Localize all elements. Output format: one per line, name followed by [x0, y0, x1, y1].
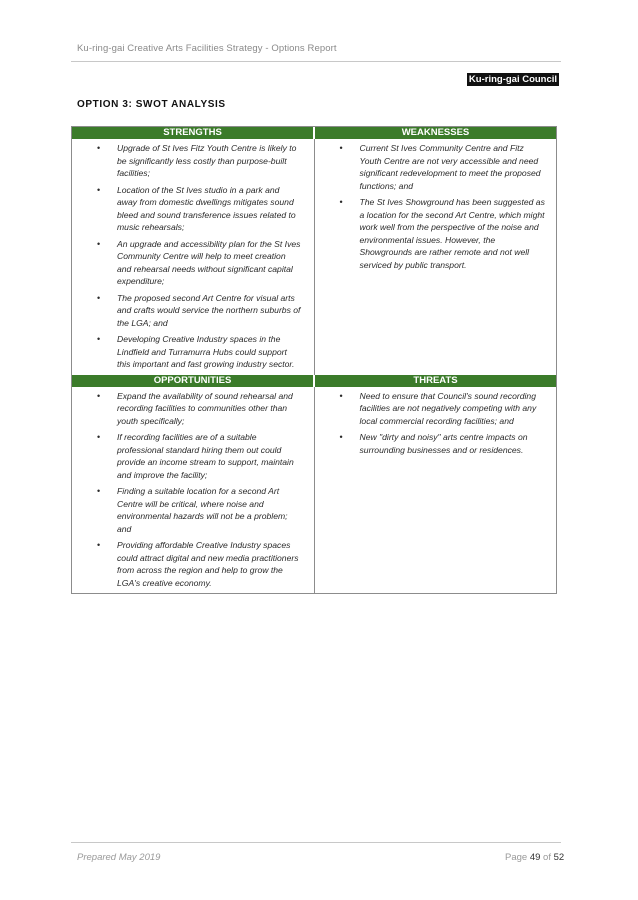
list-item — [72, 390, 314, 428]
section-title: OPTION 3: SWOT ANALYSIS — [77, 99, 226, 110]
weaknesses-header: WEAKNESSES — [315, 127, 556, 139]
page-of: of — [543, 852, 551, 863]
list-item-text: The proposed second Art Centre for visual arts and crafts would service the northern suburbs of the LGA; and — [117, 292, 301, 328]
list-item-text: Developing Creative Industry spaces in the Lindfield and Turramurra Hubs could support this important and fast growing industry sector. — [117, 334, 295, 369]
bullet-icon: • — [339, 143, 343, 153]
list-item — [72, 184, 314, 234]
list-item-text: Finding a suitable location for a second Art Centre will be critical, where noise and environmental hazards will not be a problem; and — [117, 486, 288, 534]
list-item-text: Upgrade of St Ives Fitz Youth Centre is likely to be significantly less costly than purpose-built facilities; — [117, 143, 297, 178]
list-item-text: Current St Ives Community Centre and Fitz Youth Centre are not very accessible and need significant redevelopment to meet the proposed functions; and — [359, 143, 541, 191]
swot-row-top — [72, 139, 556, 375]
list-item — [72, 238, 314, 288]
page-number — [505, 852, 564, 863]
list-item-text: An upgrade and accessibility plan for the St Ives Community Centre will help to meet creation and rehearsal needs without significant capital expenditure; — [117, 238, 301, 286]
list-item — [72, 485, 314, 535]
weaknesses-cell — [315, 139, 557, 375]
strengths-cell — [72, 139, 315, 375]
footer-divider — [71, 842, 561, 843]
swot-table — [71, 126, 557, 594]
swot-row-bottom — [72, 387, 556, 594]
header-divider — [71, 61, 561, 62]
list-item-text: Providing affordable Creative Industry spaces could attract digital and new media practitioners from across the region and help to grow the LGA's creative economy. — [117, 540, 299, 588]
list-item — [72, 539, 314, 589]
list-item — [315, 142, 557, 192]
list-item — [72, 292, 314, 330]
council-logo: Ku-ring-gai Council — [468, 74, 558, 85]
page-total: 52 — [553, 852, 565, 863]
swot-header-row-top — [72, 127, 556, 139]
strengths-list — [72, 139, 314, 371]
list-item-text: The St Ives Showground has been suggested as a location for the second Art Centre, which might work well from the perspective of the noise and environmental issues. However, the Showgrounds are rather remote and not well serviced by public transport. — [359, 197, 545, 270]
bullet-icon: • — [97, 292, 101, 303]
list-item — [72, 333, 314, 371]
weaknesses-list — [315, 139, 557, 271]
threats-cell — [315, 387, 557, 594]
page-prefix: Page — [505, 852, 528, 863]
bullet-icon: • — [97, 390, 101, 401]
strengths-header: STRENGTHS — [72, 127, 315, 139]
threats-header: THREATS — [315, 375, 556, 387]
bullet-icon: • — [339, 390, 343, 401]
list-item-text: New "dirty and noisy" arts centre impacts on surrounding businesses and or residences. — [359, 432, 528, 455]
swot-header-row-bottom — [72, 375, 556, 387]
list-item-text: If recording facilities are of a suitable professional standard hiring them out could provide an income stream to support, maintain and improve the facility; — [117, 432, 294, 480]
bullet-icon: • — [339, 197, 343, 207]
opportunities-list — [72, 387, 314, 590]
bullet-icon: • — [97, 432, 101, 442]
bullet-icon: • — [97, 334, 101, 344]
bullet-icon: • — [97, 238, 101, 249]
bullet-icon: • — [97, 486, 101, 496]
list-item — [72, 431, 314, 481]
bullet-icon: • — [97, 184, 101, 195]
threats-list — [315, 387, 557, 457]
list-item — [315, 431, 557, 456]
list-item-text: Location of the St Ives studio in a park and away from domestic dwellings mitigates sound bleed and sound transference issues related to music rehearsals; — [117, 184, 296, 232]
opportunities-header: OPPORTUNITIES — [72, 375, 315, 387]
prepared-date: Prepared May 2019 — [77, 852, 161, 863]
opportunities-cell — [72, 387, 315, 594]
list-item-text: Need to ensure that Council's sound recording facilities are not negatively competing with any local commercial recording facilities; and — [359, 390, 537, 426]
bullet-icon: • — [97, 143, 101, 153]
bullet-icon: • — [97, 540, 101, 550]
list-item — [315, 390, 557, 428]
list-item-text: Expand the availability of sound rehearsal and recording facilities to communities other than youth specifically; — [117, 390, 293, 426]
bullet-icon: • — [339, 432, 343, 442]
list-item — [315, 196, 557, 271]
list-item — [72, 142, 314, 180]
page-current: 49 — [529, 852, 541, 863]
running-header: Ku-ring-gai Creative Arts Facilities Strategy - Options Report — [77, 43, 337, 54]
